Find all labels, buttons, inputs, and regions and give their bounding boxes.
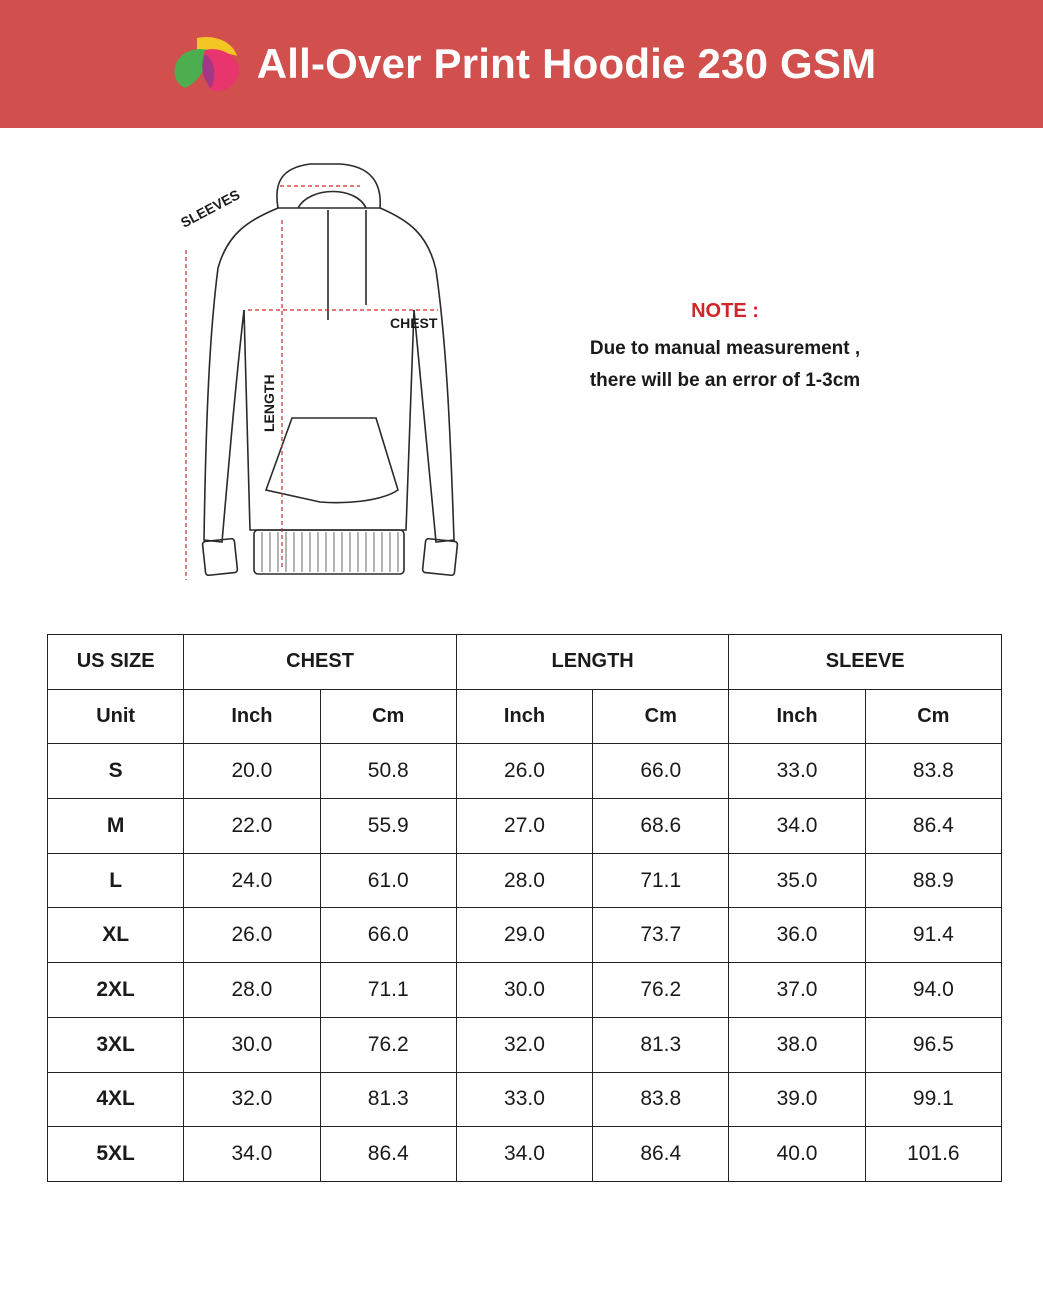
- note-line-2: there will be an error of 1-3cm: [589, 370, 861, 391]
- measurement-cell: 22.0: [184, 799, 320, 854]
- hoodie-measurement-diagram: [170, 150, 510, 590]
- measurement-cell: 34.0: [729, 799, 865, 854]
- measurement-cell: 61.0: [320, 853, 456, 908]
- measurement-cell: 28.0: [456, 853, 592, 908]
- measurement-cell: 34.0: [456, 1127, 592, 1182]
- measurement-cell: 68.6: [593, 799, 729, 854]
- page-title: All-Over Print Hoodie 230 GSM: [256, 40, 877, 87]
- measurement-cell: 50.8: [320, 744, 456, 799]
- size-cell: 2XL: [48, 963, 184, 1018]
- measurement-cell: 32.0: [456, 1017, 592, 1072]
- measurement-cell: 88.9: [865, 853, 1001, 908]
- size-cell: 4XL: [48, 1072, 184, 1127]
- size-cell: XL: [48, 908, 184, 963]
- chest-label: CHEST: [390, 315, 438, 331]
- group-header-row: [48, 635, 1002, 690]
- unit-cell: Inch: [456, 689, 592, 744]
- sleeve-header: SLEEVE: [729, 635, 1002, 690]
- sleeves-label: SLEEVES: [177, 186, 243, 231]
- measurement-cell: 81.3: [593, 1017, 729, 1072]
- size-chart-table: [47, 634, 1002, 1182]
- measurement-cell: 94.0: [865, 963, 1001, 1018]
- unit-label: Unit: [48, 689, 184, 744]
- measurement-cell: 83.8: [593, 1072, 729, 1127]
- size-cell: L: [48, 853, 184, 908]
- measurement-cell: 71.1: [593, 853, 729, 908]
- measurement-cell: 30.0: [184, 1017, 320, 1072]
- unit-cell: Cm: [320, 689, 456, 744]
- measurement-cell: 55.9: [320, 799, 456, 854]
- size-cell: S: [48, 744, 184, 799]
- measurement-cell: 99.1: [865, 1072, 1001, 1127]
- size-cell: 3XL: [48, 1017, 184, 1072]
- measurement-cell: 26.0: [184, 908, 320, 963]
- measurement-cell: 73.7: [593, 908, 729, 963]
- measurement-cell: 32.0: [184, 1072, 320, 1127]
- measurement-cell: 36.0: [729, 908, 865, 963]
- length-header: LENGTH: [456, 635, 729, 690]
- measurement-cell: 28.0: [184, 963, 320, 1018]
- measurement-cell: 66.0: [320, 908, 456, 963]
- table-row: [48, 1072, 1002, 1127]
- measurement-cell: 38.0: [729, 1017, 865, 1072]
- measurement-note: [540, 300, 910, 397]
- measurement-cell: 96.5: [865, 1017, 1001, 1072]
- hoodie-outline: [202, 164, 457, 576]
- table-row: [48, 908, 1002, 963]
- measurement-cell: 66.0: [593, 744, 729, 799]
- measurement-cell: 101.6: [865, 1127, 1001, 1182]
- chest-header: CHEST: [184, 635, 457, 690]
- unit-cell: Cm: [593, 689, 729, 744]
- colorful-leaf-logo-icon: [167, 32, 245, 96]
- table-row: [48, 744, 1002, 799]
- table-row: [48, 1127, 1002, 1182]
- measurement-cell: 26.0: [456, 744, 592, 799]
- measurement-cell: 29.0: [456, 908, 592, 963]
- measurement-cell: 91.4: [865, 908, 1001, 963]
- us-size-header: US SIZE: [48, 635, 184, 690]
- unit-cell: Inch: [184, 689, 320, 744]
- measurement-cell: 86.4: [320, 1127, 456, 1182]
- size-cell: M: [48, 799, 184, 854]
- header-banner: [0, 0, 1043, 128]
- note-label: NOTE :: [691, 300, 759, 322]
- note-line-1: Due to manual measurement ,: [589, 338, 861, 359]
- measurement-cell: 30.0: [456, 963, 592, 1018]
- measurement-cell: 27.0: [456, 799, 592, 854]
- measurement-cell: 71.1: [320, 963, 456, 1018]
- table-row: [48, 1017, 1002, 1072]
- length-label: LENGTH: [261, 374, 277, 432]
- measurement-cell: 40.0: [729, 1127, 865, 1182]
- unit-cell: Cm: [865, 689, 1001, 744]
- measurement-cell: 76.2: [320, 1017, 456, 1072]
- table-row: [48, 963, 1002, 1018]
- measurement-cell: 86.4: [865, 799, 1001, 854]
- measurement-cell: 39.0: [729, 1072, 865, 1127]
- measurement-cell: 37.0: [729, 963, 865, 1018]
- size-cell: 5XL: [48, 1127, 184, 1182]
- measurement-cell: 20.0: [184, 744, 320, 799]
- measurement-cell: 76.2: [593, 963, 729, 1018]
- table-row: [48, 799, 1002, 854]
- measurement-cell: 33.0: [456, 1072, 592, 1127]
- unit-cell: Inch: [729, 689, 865, 744]
- measurement-cell: 34.0: [184, 1127, 320, 1182]
- table-row: [48, 853, 1002, 908]
- unit-row: [48, 689, 1002, 744]
- measurement-cell: 86.4: [593, 1127, 729, 1182]
- measurement-cell: 83.8: [865, 744, 1001, 799]
- measurement-cell: 33.0: [729, 744, 865, 799]
- measurement-cell: 35.0: [729, 853, 865, 908]
- measurement-cell: 24.0: [184, 853, 320, 908]
- measurement-cell: 81.3: [320, 1072, 456, 1127]
